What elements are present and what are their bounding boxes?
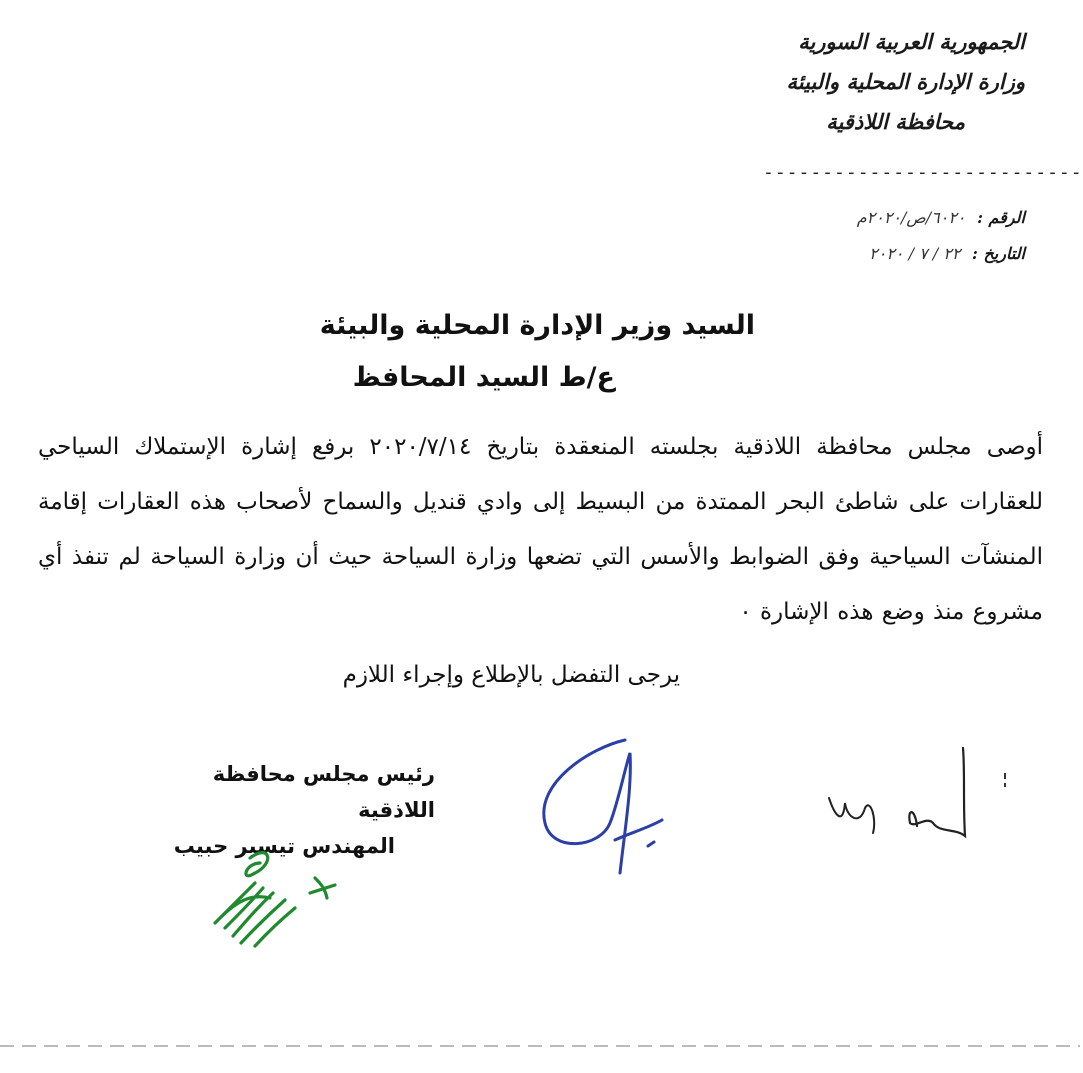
green-signature <box>195 838 345 953</box>
letterhead <box>705 22 1025 142</box>
reference-date-value: ٢٢ / ٧ / ٢٠٢٠ <box>869 244 961 263</box>
reference-block <box>765 200 1025 272</box>
letterhead-governorate: محافظة اللاذقية <box>826 109 965 134</box>
closing-request: يرجى التفضل بالإطلاع وإجراء اللازم <box>342 662 680 688</box>
signatory-title: رئيس مجلس محافظة اللاذقية <box>212 762 435 822</box>
addressee-block <box>255 300 755 404</box>
header-separator: --------------------------- <box>763 162 1083 183</box>
addressee-via-governor: ع/ط السيد المحافظ <box>352 362 615 393</box>
signatory-name: المهندس تيسير حبيب <box>173 834 395 858</box>
reference-number-value: ٦٠٢٠/ص/٢٠٢٠م <box>856 208 966 227</box>
letter-body: أوصى مجلس محافظة اللاذقية بجلسته المنعقدة بتاريخ ٢٠٢٠/٧/١٤ برفع إشارة الإستملاك السياحي للعقارات على شاطئ البحر الممتدة من البسيط إلى وادي قنديل والسماح لأصحاب هذه العقارات إقامة المنشآت السياحية وفق الضوابط والأسس التي تضعها وزارة السياحة حيث أن وزارة السياحة لم تنفذ أي مشروع منذ وضع هذه الإشارة ٠ <box>38 434 1043 625</box>
reference-date <box>765 236 1025 272</box>
reference-number-label: الرقم : <box>977 208 1025 227</box>
letterhead-country: الجمهورية العربية السورية <box>798 29 1025 54</box>
reference-number <box>765 200 1025 236</box>
reference-date-label: التاريخ : <box>971 244 1025 263</box>
page-fold-line <box>0 1045 1080 1047</box>
initials-signature <box>815 738 1015 848</box>
blue-signature <box>530 728 680 878</box>
letterhead-ministry: وزارة الإدارة المحلية والبيئة <box>786 69 1025 94</box>
addressee-minister: السيد وزير الإدارة المحلية والبيئة <box>319 310 755 341</box>
